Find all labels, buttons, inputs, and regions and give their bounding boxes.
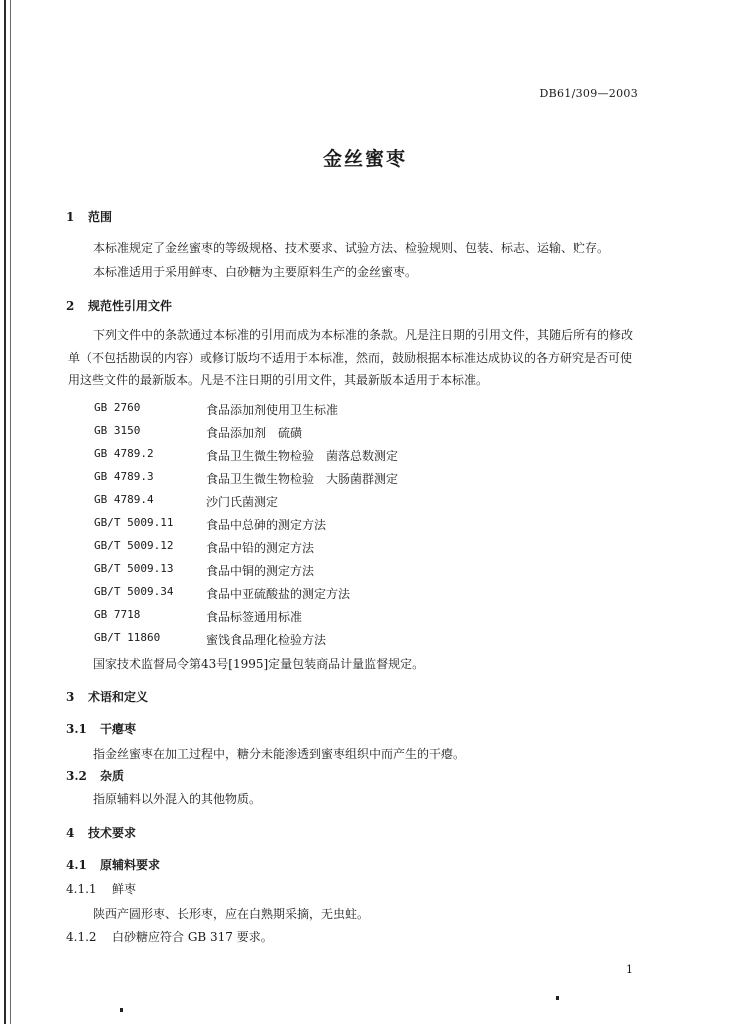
reference-code: GB/T 5009.12 — [94, 539, 174, 552]
reference-code: GB 2760 — [94, 401, 141, 414]
reference-title: 食品标签通用标准 — [206, 610, 303, 624]
reference-title: 沙门氏菌测定 — [206, 495, 279, 509]
reference-title: 蜜饯食品理化检验方法 — [206, 633, 327, 647]
item-text: 白砂糖应符合 GB 317 要求。 — [112, 930, 273, 944]
item-4-1-1-heading — [66, 880, 136, 897]
reference-title: 食品卫生微生物检验 大肠菌群测定 — [206, 472, 399, 486]
reference-code: GB 4789.4 — [94, 493, 154, 506]
term-3-2-definition: 指原辅料以外混入的其他物质。 — [93, 792, 262, 806]
reference-code: GB 4789.2 — [94, 447, 154, 460]
reference-code: GB/T 11860 — [94, 631, 161, 644]
page-number: 1 — [626, 963, 633, 976]
reference-code: GB/T 5009.34 — [94, 585, 174, 598]
section-title: 技术要求 — [88, 826, 137, 840]
scan-speck — [556, 996, 559, 1000]
subsection-title: 杂质 — [100, 769, 125, 783]
section-2-heading — [66, 297, 172, 314]
reference-title: 食品添加剂 硫磺 — [206, 426, 303, 440]
document-title: 金丝蜜枣 — [322, 148, 407, 170]
section-number: 3 — [66, 690, 75, 704]
decree-reference: 国家技术监督局令第43号[1995]定量包装商品计量监督规定。 — [93, 657, 425, 671]
reference-title: 食品添加剂使用卫生标准 — [206, 403, 339, 417]
subsection-number: 4.1 — [66, 858, 87, 872]
section-title: 术语和定义 — [88, 690, 149, 704]
section-3-heading — [66, 688, 148, 705]
reference-title: 食品中铜的测定方法 — [206, 564, 315, 578]
reference-title: 食品中亚硫酸盐的测定方法 — [206, 587, 351, 601]
reference-title: 食品中铅的测定方法 — [206, 541, 315, 555]
subsection-number: 3.2 — [66, 769, 87, 783]
term-3-1-definition: 指金丝蜜枣在加工过程中，糖分未能渗透到蜜枣组织中而产生的干瘪。 — [93, 747, 466, 761]
section-title: 规范性引用文件 — [88, 299, 173, 313]
item-number: 4.1.2 — [66, 930, 97, 944]
section-1-paragraph-2: 本标准适用于采用鲜枣、白砂糖为主要原料生产的金丝蜜枣。 — [93, 265, 418, 279]
item-4-1-1-text: 陕西产圆形枣、长形枣，应在白熟期采摘，无虫蛀。 — [93, 907, 370, 921]
subsection-4-1-heading — [66, 856, 160, 873]
reference-title: 食品中总砷的测定方法 — [206, 518, 327, 532]
section-2-intro: 下列文件中的条款通过本标准的引用而成为本标准的条款。凡是注日期的引用文件，其随后所有的修改单（不包括勘误的内容）或修订版均不适用于本标准，然而，鼓励根据本标准达成协议的各方研究是否可使用这些文件的最新版本。凡是不注日期的引用文件，其最新版本适用于本标准。 — [68, 328, 634, 387]
item-4-1-2 — [66, 928, 273, 945]
section-title: 范围 — [88, 210, 113, 224]
subsection-title: 干瘪枣 — [100, 722, 137, 736]
section-number: 1 — [66, 210, 75, 224]
reference-title: 食品卫生微生物检验 菌落总数测定 — [206, 449, 399, 463]
subsection-number: 3.1 — [66, 722, 87, 736]
reference-code: GB/T 5009.13 — [94, 562, 174, 575]
term-3-2-heading — [66, 767, 124, 784]
term-3-1-heading — [66, 720, 136, 737]
reference-code: GB 7718 — [94, 608, 141, 621]
section-number: 4 — [66, 826, 75, 840]
item-number: 4.1.1 — [66, 882, 97, 896]
item-title: 鲜枣 — [112, 882, 137, 896]
reference-code: GB 4789.3 — [94, 470, 154, 483]
subsection-title: 原辅料要求 — [100, 858, 161, 872]
section-1-heading — [66, 208, 112, 225]
section-4-heading — [66, 824, 136, 841]
standard-code: DB61/309—2003 — [539, 87, 638, 100]
section-number: 2 — [66, 299, 75, 313]
reference-code: GB 3150 — [94, 424, 141, 437]
section-1-paragraph-1: 本标准规定了金丝蜜枣的等级规格、技术要求、试验方法、检验规则、包装、标志、运输、贮存。 — [93, 241, 610, 255]
scan-speck — [120, 1008, 123, 1012]
reference-code: GB/T 5009.11 — [94, 516, 174, 529]
